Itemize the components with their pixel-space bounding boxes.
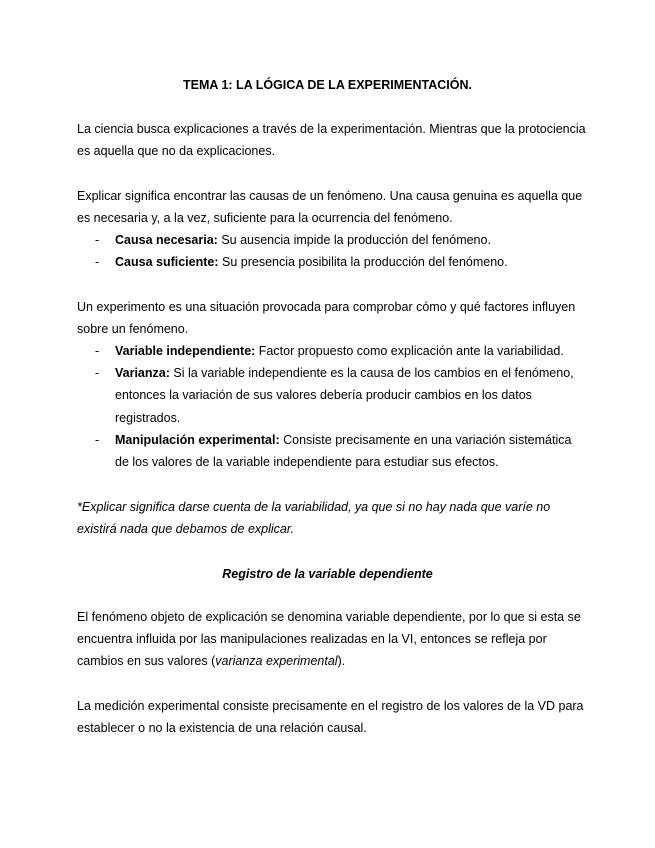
italic-note: *Explicar significa darse cuenta de la variabilidad, ya que si no hay nada que varíe no existirá nada que debamos de explicar. xyxy=(77,500,551,537)
list-item-text: Su ausencia impide la producción del fenómeno. xyxy=(217,233,491,247)
bullet-dash: - xyxy=(95,366,100,381)
list-item xyxy=(77,251,587,273)
dependent-text: El fenómeno objeto de explicación se denomina variable dependiente, por lo que si esta se encuentra influida por las manipulaciones realizadas en la VI, entonces se refleja por cambios en sus valores ( xyxy=(77,610,581,669)
list-item-term: Manipulación experimental: xyxy=(115,432,280,447)
intro-paragraph: La ciencia busca explicaciones a través de la experimentación. Mientras que la protociencia es aquella que no da explicaciones. xyxy=(77,122,586,159)
list-item-term: Variable independiente: xyxy=(115,344,256,358)
dependent-text-end: ). xyxy=(337,654,346,669)
concepts-list xyxy=(77,340,587,473)
causes-list xyxy=(77,229,587,273)
bullet-dash: - xyxy=(95,233,100,247)
dependent-paragraph xyxy=(77,606,587,673)
dependent-italic-term: varianza experimental xyxy=(215,654,338,669)
bullet-dash: - xyxy=(95,344,100,358)
list-item-term: Causa suficiente: xyxy=(115,255,219,270)
explain-paragraph: Explicar significa encontrar las causas de un fenómeno. Una causa genuina es aquella que es necesaria y, a la vez, suficiente para la ocurrencia del fenómeno. xyxy=(77,189,583,226)
list-item-term: Varianza: xyxy=(115,366,170,381)
list-item xyxy=(77,340,587,362)
bullet-dash: - xyxy=(95,255,100,270)
list-item-text: Consiste precisamente en una variación sistemática de los valores de la variable independiente para estudiar sus efectos. xyxy=(115,432,572,470)
section-title: Registro de la variable dependiente xyxy=(222,567,433,581)
list-item xyxy=(77,362,587,429)
experiment-paragraph: Un experimento es una situación provocada para comprobar cómo y qué factores influyen sobre un fenómeno. xyxy=(77,300,576,337)
list-item xyxy=(77,429,587,473)
list-item-text: Si la variable independiente es la causa de los cambios en el fenómeno, entonces la variación de sus valores debería producir cambios en los datos registrados. xyxy=(115,366,574,425)
list-item-term: Causa necesaria: xyxy=(115,233,218,247)
page-title: TEMA 1: LA LÓGICA DE LA EXPERIMENTACIÓN. xyxy=(183,78,472,92)
measurement-paragraph: La medición experimental consiste precisamente en el registro de los valores de la VD para establecer o no la existencia de una relación causal. xyxy=(77,699,584,736)
list-item-text: Su presencia posibilita la producción del fenómeno. xyxy=(218,255,508,270)
list-item-text: Factor propuesto como explicación ante la variabilidad. xyxy=(255,344,564,358)
bullet-dash: - xyxy=(95,432,100,447)
list-item xyxy=(77,229,587,251)
